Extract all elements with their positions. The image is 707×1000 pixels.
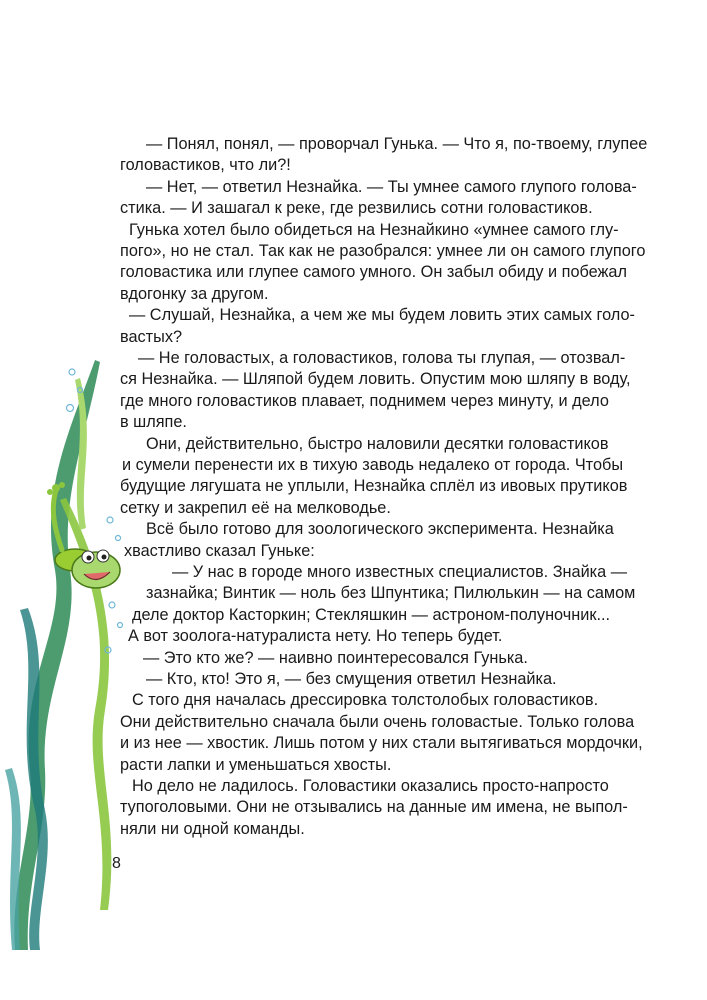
page-number: 8 bbox=[112, 855, 121, 872]
text-line: вдогонку за другом. bbox=[120, 284, 269, 303]
text-line: деле доктор Касторкин; Стекляшкин — астроном-полуночник... bbox=[132, 605, 611, 624]
text-line: — Слушай, Незнайка, а чем же мы будем ловить этих самых голо- bbox=[129, 306, 635, 325]
text-line: тупоголовыми. Они не отзывались на данные им имена, не выпол- bbox=[120, 798, 628, 817]
text-line: хвастливо сказал Гуньке: bbox=[124, 541, 315, 560]
text-line: будущие лягушата не уплыли, Незнайка сплёл из ивовых прутиков bbox=[120, 477, 628, 496]
text-line: С того дня началась дрессировка толстолобых головастиков. bbox=[132, 691, 599, 710]
text-line: сетку и закрепил её на мелководье. bbox=[120, 498, 391, 517]
text-line: пого», но не стал. Так как не разобрался: умнее ли он самого глупого bbox=[120, 242, 646, 260]
text-line: и из нее — хвостик. Лишь потом у них стали вытягиваться мордочки, bbox=[120, 734, 643, 753]
text-line: Но дело не ладилось. Головастики оказались просто-напросто bbox=[132, 777, 609, 795]
text-line: стика. — И зашагал к реке, где резвились сотни головастиков. bbox=[120, 199, 593, 218]
text-line: вастых? bbox=[120, 327, 183, 346]
text-line: Они, действительно, быстро наловили десятки головастиков bbox=[146, 434, 609, 453]
text-line: А вот зоолога-натуралиста нету. Но теперь будет. bbox=[128, 627, 503, 646]
text-line: ся Незнайка. — Шляпой будем ловить. Опустим мою шляпу в воду, bbox=[120, 370, 631, 389]
text-line: — Нет, — ответил Незнайка. — Ты умнее самого глупого голова- bbox=[146, 177, 637, 196]
text-line: няли ни одной команды. bbox=[120, 819, 305, 838]
text-line: в шляпе. bbox=[120, 413, 187, 432]
text-line: головастика или глупее самого умного. Он забыл обиду и побежал bbox=[120, 263, 627, 282]
text-line: и сумели перенести их в тихую заводь недалеко от города. Чтобы bbox=[122, 456, 624, 474]
text-line: — Понял, понял, — проворчал Гунька. — Что я, по-твоему, глупее bbox=[146, 135, 648, 153]
text-line: — У нас в городе много известных специалистов. Знайка — bbox=[172, 563, 628, 581]
text-line: — Кто, кто! Это я, — без смущения ответил Незнайка. bbox=[146, 670, 557, 688]
text-line: где много головастиков плавает, поднимем через минуту, и дело bbox=[120, 391, 609, 410]
text-line: — Не головастых, а головастиков, голова ты глупая, — отозвал- bbox=[138, 349, 626, 367]
text-line: Гунька хотел было обидеться на Незнайкино «умнее самого глу- bbox=[129, 220, 619, 239]
text-line: — Это кто же? — наивно поинтересовался Гунька. bbox=[143, 648, 528, 667]
text-line: Они действительно сначала были очень головастые. Только голова bbox=[120, 712, 635, 731]
text-line: Всё было готово для зоологического эксперимента. Незнайка bbox=[146, 520, 614, 539]
text-line: головастиков, что ли?! bbox=[120, 156, 291, 175]
text-line: зазнайка; Винтик — ноль без Шпунтика; Пилюлькин — на самом bbox=[146, 584, 636, 603]
text-line: расти лапки и уменьшаться хвосты. bbox=[120, 755, 392, 774]
